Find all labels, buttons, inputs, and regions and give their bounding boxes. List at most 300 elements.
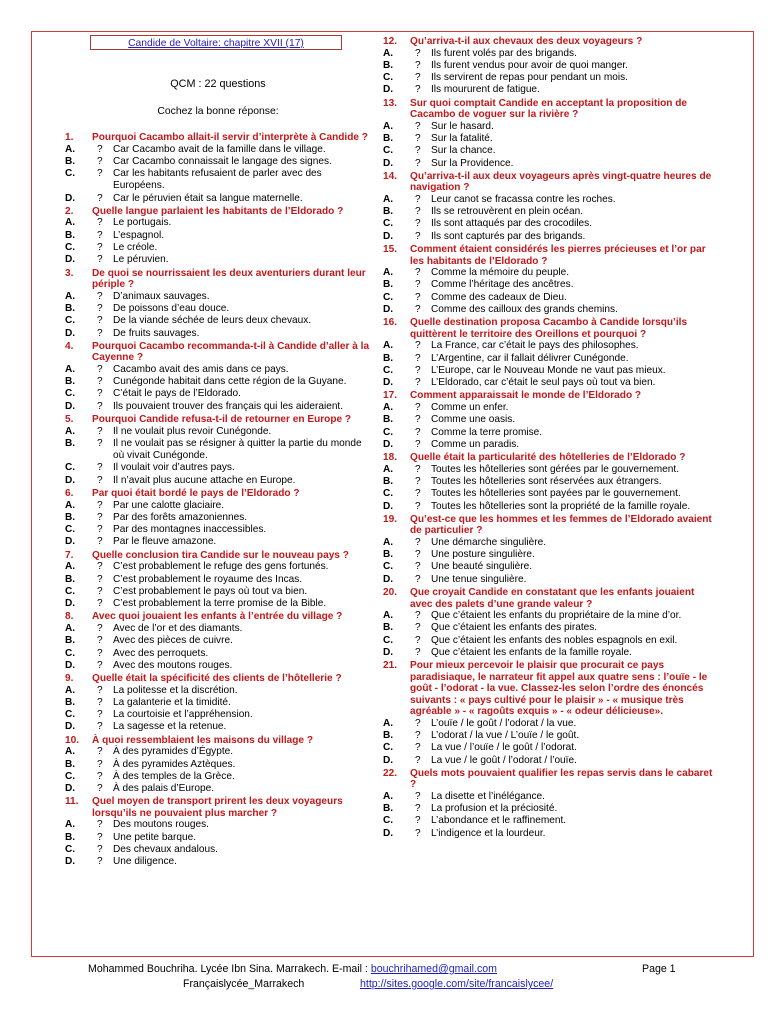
answer-checkbox-marker[interactable]: ? (97, 622, 103, 634)
left-column (62, 35, 374, 869)
answer-text: Il n’avait plus aucune attache en Europe. (113, 474, 296, 486)
question-22 (380, 768, 714, 791)
answer-option[interactable] (62, 500, 374, 512)
answer-checkbox-marker[interactable]: ? (415, 426, 421, 438)
answer-checkbox-marker[interactable]: ? (415, 218, 421, 230)
answer-checkbox-marker[interactable]: ? (97, 770, 103, 782)
answer-option[interactable] (380, 501, 714, 513)
question-text: Quelle conclusion tira Candide sur le nouveau pays ? (92, 549, 349, 561)
answer-option[interactable] (62, 623, 374, 635)
footer-url-link[interactable]: http://sites.google.com/site/francaislycee/ (360, 978, 554, 990)
answer-checkbox-marker[interactable]: ? (97, 856, 103, 868)
answer-letter: B. (65, 758, 76, 770)
question-1 (62, 132, 374, 144)
answer-option[interactable] (380, 145, 714, 157)
answer-option[interactable] (380, 292, 714, 304)
answer-text: Il ne voulait pas se résigner à quitter la partie du monde où vivait Cunégonde. (113, 437, 362, 462)
answer-text: Que c’étaient les enfants des pirates. (431, 622, 598, 634)
answer-option[interactable] (380, 464, 714, 476)
answer-checkbox-marker[interactable]: ? (415, 340, 421, 352)
answer-checkbox-marker[interactable]: ? (97, 242, 103, 254)
answer-text: Une diligence. (113, 856, 177, 868)
answer-option[interactable] (380, 742, 714, 754)
answer-text: Le portugais. (113, 217, 172, 229)
answer-option[interactable] (380, 574, 714, 586)
footer-site-name: Françaislycée_Marrakech (183, 978, 305, 990)
answer-checkbox-marker[interactable]: ? (415, 364, 421, 376)
answer-checkbox-marker[interactable]: ? (415, 59, 421, 71)
answer-text: Une démarche singulière. (431, 536, 547, 548)
answer-option[interactable] (380, 815, 714, 827)
question-4 (62, 341, 374, 364)
question-text: Quelle destination proposa Cacambo à Candide lorsqu’ils quittèrent le territoire des Oreillons et pourquoi ? (410, 317, 688, 340)
answer-text: Sur la Providence. (431, 157, 514, 169)
answer-checkbox-marker[interactable]: ? (415, 132, 421, 144)
answer-option[interactable] (380, 635, 714, 647)
answer-checkbox-marker[interactable]: ? (97, 462, 103, 474)
answer-checkbox-marker[interactable]: ? (97, 573, 103, 585)
answer-text: Ils furent volés par des brigands. (431, 47, 577, 59)
answer-text: Sur le hasard. (431, 120, 494, 132)
question-text: Qu’arriva-t-il aux chevaux des deux voyageurs ? (410, 36, 643, 47)
answer-text: L’indigence et la lourdeur. (431, 827, 546, 839)
answer-letter: A. (65, 499, 76, 511)
question-number: 12. (383, 36, 398, 47)
answer-checkbox-marker[interactable]: ? (97, 302, 103, 314)
answer-option[interactable] (62, 746, 374, 758)
question-text: Pourquoi Cacambo allait-il servir d’interprète à Candide ? (92, 132, 368, 143)
answer-checkbox-marker[interactable]: ? (97, 217, 103, 229)
answer-text: Avec des pièces de cuivre. (113, 635, 233, 647)
answer-text: Ils moururent de fatigue. (431, 84, 540, 96)
answer-letter: A. (383, 401, 394, 413)
question-number: 20. (383, 587, 398, 598)
answer-letter: D. (383, 230, 394, 242)
qcm-heading: QCM : 22 questions (170, 78, 266, 90)
answer-option[interactable] (62, 598, 374, 610)
answer-option[interactable] (380, 84, 714, 96)
answer-checkbox-marker[interactable]: ? (97, 684, 103, 696)
answer-option[interactable] (62, 844, 374, 856)
answer-option[interactable] (380, 353, 714, 365)
question-text: Comment apparaissait le monde de l’Eldorado ? (410, 390, 642, 402)
footer-email-link[interactable]: bouchrihamed@gmail.com (370, 963, 497, 975)
answer-option[interactable] (62, 168, 374, 193)
answer-text: C’est probablement le refuge des gens fortunés. (113, 561, 329, 573)
answer-option[interactable] (62, 759, 374, 771)
answer-checkbox-marker[interactable]: ? (415, 47, 421, 59)
answer-text: Comme l’héritage des ancêtres. (431, 279, 574, 291)
answer-option[interactable] (380, 718, 714, 730)
answer-option[interactable] (380, 48, 714, 60)
answer-letter: B. (383, 352, 394, 364)
answer-checkbox-marker[interactable]: ? (415, 352, 421, 364)
answer-text: Car Cacambo connaissait le langage des signes. (113, 155, 332, 167)
answer-letter: A. (65, 746, 76, 758)
answer-checkbox-marker[interactable]: ? (97, 425, 103, 437)
answer-option[interactable] (380, 121, 714, 133)
answer-option[interactable] (62, 586, 374, 598)
question-number: 22. (383, 767, 398, 779)
answer-letter: D. (383, 377, 394, 389)
answer-checkbox-marker[interactable]: ? (415, 610, 421, 621)
question-number: 13. (383, 97, 398, 109)
answer-option[interactable] (62, 291, 374, 303)
answer-letter: D. (383, 438, 394, 450)
answer-checkbox-marker[interactable]: ? (415, 561, 421, 573)
answer-option[interactable] (380, 427, 714, 439)
answer-checkbox-marker[interactable]: ? (97, 254, 103, 266)
question-number: 5. (65, 414, 74, 426)
answer-checkbox-marker[interactable]: ? (97, 388, 103, 400)
answer-option[interactable] (62, 635, 374, 647)
answer-option[interactable] (62, 144, 374, 156)
answer-letter: D. (383, 303, 394, 315)
answer-option[interactable] (62, 193, 374, 205)
answer-option[interactable] (380, 194, 714, 206)
answer-checkbox-marker[interactable]: ? (97, 168, 103, 180)
answer-checkbox-marker[interactable]: ? (415, 549, 421, 561)
answer-checkbox-marker[interactable]: ? (97, 290, 103, 302)
answer-option[interactable] (62, 819, 374, 831)
answer-option[interactable] (62, 524, 374, 536)
answer-checkbox-marker[interactable]: ? (415, 145, 421, 157)
answer-checkbox-marker[interactable]: ? (97, 561, 103, 573)
answer-letter: D. (65, 659, 76, 671)
answer-text: Ils se retrouvèrent en plein océan. (431, 206, 584, 218)
answer-option[interactable] (62, 771, 374, 783)
answer-option[interactable] (380, 60, 714, 72)
answer-option[interactable] (380, 755, 714, 767)
answer-checkbox-marker[interactable]: ? (97, 696, 103, 708)
question-text: Pourquoi Candide refusa-t-il de retourner en Europe ? (92, 414, 352, 426)
answer-text: C’est probablement la terre promise de la Bible. (113, 598, 327, 610)
answer-letter: B. (383, 622, 394, 634)
answer-option[interactable] (380, 304, 714, 316)
question-3 (62, 268, 374, 291)
answer-letter: D. (383, 84, 394, 96)
answer-letter: A. (65, 290, 76, 302)
answer-checkbox-marker[interactable]: ? (415, 827, 421, 839)
answer-option[interactable] (380, 622, 714, 634)
answer-checkbox-marker[interactable]: ? (415, 377, 421, 389)
answer-text: C’est probablement le pays où tout va bien. (113, 585, 308, 597)
answer-checkbox-marker[interactable]: ? (97, 315, 103, 327)
answer-letter: D. (383, 500, 394, 512)
answer-checkbox-marker[interactable]: ? (415, 488, 421, 500)
answer-checkbox-marker[interactable]: ? (415, 646, 421, 658)
answer-letter: D. (383, 573, 394, 585)
question-text: Comment étaient considérés les pierres précieuses et l’or par les habitants de l’Eldorado ? (410, 244, 706, 267)
answer-option[interactable] (62, 561, 374, 573)
answer-option[interactable] (62, 721, 374, 733)
answer-option[interactable] (380, 158, 714, 170)
answer-option[interactable] (62, 462, 374, 474)
answer-checkbox-marker[interactable]: ? (97, 783, 103, 795)
answer-text: L’Europe, car le Nouveau Monde ne vaut pas mieux. (431, 364, 666, 376)
right-column (380, 35, 714, 840)
answer-text: Comme des cadeaux de Dieu. (431, 291, 567, 303)
answer-option[interactable] (380, 267, 714, 279)
answer-option[interactable] (380, 414, 714, 426)
answer-option[interactable] (380, 828, 714, 840)
answer-option[interactable] (62, 574, 374, 586)
answer-checkbox-marker[interactable]: ? (97, 709, 103, 721)
answer-option[interactable] (62, 660, 374, 672)
answer-checkbox-marker[interactable]: ? (415, 729, 421, 741)
question-number: 3. (65, 267, 74, 279)
answer-letter: A. (65, 363, 76, 375)
answer-checkbox-marker[interactable]: ? (97, 598, 103, 610)
answer-checkbox-marker[interactable]: ? (415, 414, 421, 426)
answer-option[interactable] (62, 832, 374, 844)
answer-checkbox-marker[interactable]: ? (97, 327, 103, 339)
answer-option[interactable] (380, 647, 714, 659)
answer-checkbox-marker[interactable]: ? (97, 511, 103, 523)
answer-option[interactable] (62, 426, 374, 438)
answer-option[interactable] (380, 377, 714, 389)
answer-option[interactable] (62, 388, 374, 400)
answer-letter: A. (65, 143, 76, 155)
answer-option[interactable] (62, 512, 374, 524)
answer-text: Ils sont attaqués par des crocodiles. (431, 218, 593, 230)
answer-checkbox-marker[interactable]: ? (415, 401, 421, 413)
answer-letter: D. (65, 254, 76, 266)
answer-option[interactable] (62, 156, 374, 168)
answer-checkbox-marker[interactable]: ? (97, 400, 103, 412)
answer-checkbox-marker[interactable]: ? (415, 193, 421, 205)
answer-option[interactable] (62, 401, 374, 413)
answer-checkbox-marker[interactable]: ? (415, 438, 421, 450)
answer-checkbox-marker[interactable]: ? (97, 155, 103, 167)
answer-checkbox-marker[interactable]: ? (97, 721, 103, 733)
answer-option[interactable] (380, 488, 714, 500)
answer-letter: B. (65, 155, 76, 167)
question-8 (62, 611, 374, 623)
answer-option[interactable] (62, 242, 374, 254)
answer-option[interactable] (380, 231, 714, 243)
answer-checkbox-marker[interactable]: ? (97, 647, 103, 659)
answer-letter: C. (383, 364, 394, 376)
answer-option[interactable] (62, 217, 374, 229)
answer-option[interactable] (380, 537, 714, 549)
answer-checkbox-marker[interactable]: ? (415, 279, 421, 291)
question-text: Que croyait Candide en constatant que les enfants jouaient avec des palets d’une grande valeur ? (410, 587, 695, 610)
answer-checkbox-marker[interactable]: ? (97, 819, 103, 831)
answer-text: Comme la terre promise. (431, 426, 543, 438)
answer-option[interactable] (380, 218, 714, 230)
answer-letter: A. (383, 267, 394, 279)
answer-checkbox-marker[interactable]: ? (415, 267, 421, 279)
answer-text: Que c’étaient les enfants du propriétaire de la mine d’or. (431, 610, 682, 621)
answer-letter: B. (65, 831, 76, 843)
answer-checkbox-marker[interactable]: ? (97, 499, 103, 511)
answer-text: Une beauté singulière. (431, 561, 533, 573)
answer-option[interactable] (62, 856, 374, 868)
document-title-box (90, 35, 342, 50)
answer-checkbox-marker[interactable]: ? (415, 573, 421, 585)
answer-option[interactable] (380, 340, 714, 352)
answer-checkbox-marker[interactable]: ? (97, 229, 103, 241)
answer-option[interactable] (380, 279, 714, 291)
question-19 (380, 514, 714, 537)
answer-letter: A. (383, 193, 394, 205)
answer-checkbox-marker[interactable]: ? (97, 143, 103, 155)
answer-text: Sur la fatalité. (431, 132, 493, 144)
answer-text: Cacambo avait des amis dans ce pays. (113, 363, 289, 375)
answer-option[interactable] (62, 254, 374, 266)
answer-checkbox-marker[interactable]: ? (415, 120, 421, 132)
answer-option[interactable] (62, 303, 374, 315)
answer-checkbox-marker[interactable]: ? (97, 635, 103, 647)
answer-option[interactable] (380, 72, 714, 84)
answer-checkbox-marker[interactable]: ? (97, 844, 103, 856)
answer-option[interactable] (380, 730, 714, 742)
answer-text: L’Argentine, car il fallait délivrer Cunégonde. (431, 352, 629, 364)
answer-option[interactable] (380, 791, 714, 803)
answer-letter: D. (65, 536, 76, 548)
answer-checkbox-marker[interactable]: ? (97, 758, 103, 770)
question-number: 14. (383, 170, 398, 182)
answer-text: Par des montagnes inaccessibles. (113, 524, 267, 536)
answer-text: Il ne voulait plus revoir Cunégonde. (113, 425, 272, 437)
question-number: 18. (383, 452, 398, 464)
answer-option[interactable] (380, 561, 714, 573)
answer-option[interactable] (62, 328, 374, 340)
answer-checkbox-marker[interactable]: ? (97, 585, 103, 597)
answer-letter: C. (65, 168, 76, 180)
answer-checkbox-marker[interactable]: ? (415, 291, 421, 303)
answer-checkbox-marker[interactable]: ? (97, 192, 103, 204)
answer-letter: C. (383, 634, 394, 646)
answer-checkbox-marker[interactable]: ? (415, 475, 421, 487)
answer-checkbox-marker[interactable]: ? (415, 790, 421, 802)
answer-checkbox-marker[interactable]: ? (97, 363, 103, 375)
answer-letter: C. (383, 815, 394, 827)
answer-checkbox-marker[interactable]: ? (415, 815, 421, 827)
answer-letter: C. (65, 388, 76, 400)
answer-letter: C. (383, 218, 394, 230)
answer-option[interactable] (62, 685, 374, 697)
answer-letter: B. (383, 279, 394, 291)
answer-option[interactable] (62, 648, 374, 660)
answer-checkbox-marker[interactable]: ? (97, 659, 103, 671)
answer-letter: D. (383, 157, 394, 169)
answer-checkbox-marker[interactable]: ? (97, 746, 103, 758)
answer-text: Toutes les hôtelleries sont la propriété de la famille royale. (431, 500, 691, 512)
answer-letter: D. (65, 721, 76, 733)
question-text: Quelle était la particularité des hôtelleries de l’Eldorado ? (410, 452, 686, 464)
answer-checkbox-marker[interactable]: ? (415, 303, 421, 315)
question-2 (62, 206, 374, 218)
answer-letter: D. (65, 856, 76, 868)
answer-option[interactable] (380, 610, 714, 622)
answer-checkbox-marker[interactable]: ? (97, 831, 103, 843)
question-number: 21. (383, 660, 398, 672)
answer-option[interactable] (62, 376, 374, 388)
question-14 (380, 171, 714, 194)
answer-option[interactable] (380, 803, 714, 815)
answer-checkbox-marker[interactable]: ? (97, 437, 103, 449)
answer-letter: A. (65, 561, 76, 573)
answer-text: Que c’étaient les enfants des nobles espagnols en exil. (431, 634, 678, 646)
answer-text: Ils servirent de repas pour pendant un mois. (431, 72, 628, 84)
answer-text: Sur la chance. (431, 145, 496, 157)
answer-checkbox-marker[interactable]: ? (415, 230, 421, 242)
answer-option[interactable] (380, 439, 714, 451)
answer-checkbox-marker[interactable]: ? (97, 536, 103, 548)
answer-text: Car Cacambo avait de la famille dans le village. (113, 143, 326, 155)
answer-letter: D. (65, 598, 76, 610)
answer-checkbox-marker[interactable]: ? (97, 524, 103, 536)
question-number: 11. (65, 796, 79, 808)
answer-checkbox-marker[interactable]: ? (97, 474, 103, 486)
answer-checkbox-marker[interactable]: ? (415, 536, 421, 548)
answer-text: Des chevaux andalous. (113, 844, 218, 856)
answer-text: Comme des cailloux des grands chemins. (431, 303, 618, 315)
answer-option[interactable] (380, 365, 714, 377)
answer-option[interactable] (380, 133, 714, 145)
answer-text: La courtoisie et l’appréhension. (113, 709, 253, 721)
answer-checkbox-marker[interactable]: ? (415, 206, 421, 218)
answer-option[interactable] (62, 230, 374, 242)
answer-text: La vue / l’ouïe / le goût / l’odorat. (431, 742, 577, 754)
answer-checkbox-marker[interactable]: ? (415, 754, 421, 766)
answer-letter: B. (383, 132, 394, 144)
answer-checkbox-marker[interactable]: ? (415, 157, 421, 169)
answer-checkbox-marker[interactable]: ? (415, 634, 421, 646)
answer-checkbox-marker[interactable]: ? (415, 72, 421, 84)
answer-checkbox-marker[interactable]: ? (415, 463, 421, 475)
answer-text: Comme une oasis. (431, 414, 516, 426)
answer-checkbox-marker[interactable]: ? (415, 500, 421, 512)
answer-option[interactable] (380, 476, 714, 488)
question-7 (62, 550, 374, 562)
footer-page-number: Page 1 (642, 963, 676, 975)
answer-checkbox-marker[interactable]: ? (415, 803, 421, 815)
answer-option[interactable] (62, 709, 374, 721)
answer-option[interactable] (380, 206, 714, 218)
answer-text: D’animaux sauvages. (113, 290, 210, 302)
answer-text: Par une calotte glaciaire. (113, 499, 225, 511)
answer-letter: B. (65, 376, 76, 388)
answer-checkbox-marker[interactable]: ? (415, 717, 421, 729)
answer-option[interactable] (380, 402, 714, 414)
answer-option[interactable] (62, 783, 374, 795)
answer-checkbox-marker[interactable]: ? (415, 622, 421, 634)
question-18 (380, 452, 714, 464)
answer-option[interactable] (62, 364, 374, 376)
answer-checkbox-marker[interactable]: ? (97, 376, 103, 388)
answer-text: L’abondance et le raffinement. (431, 815, 567, 827)
answer-letter: C. (65, 242, 76, 254)
answer-option[interactable] (62, 475, 374, 487)
answer-letter: A. (383, 536, 394, 548)
answer-text: Le créole. (113, 242, 158, 254)
answer-option[interactable] (380, 549, 714, 561)
answer-letter: C. (65, 770, 76, 782)
answer-letter: B. (65, 635, 76, 647)
question-number: 15. (383, 244, 398, 256)
answer-option[interactable] (62, 697, 374, 709)
question-number: 1. (65, 132, 74, 143)
answer-option[interactable] (62, 536, 374, 548)
answer-option[interactable] (62, 315, 374, 327)
answer-text: Comme un paradis. (431, 438, 520, 450)
answer-checkbox-marker[interactable]: ? (415, 84, 421, 96)
answer-option[interactable] (62, 438, 374, 463)
answer-checkbox-marker[interactable]: ? (415, 742, 421, 754)
